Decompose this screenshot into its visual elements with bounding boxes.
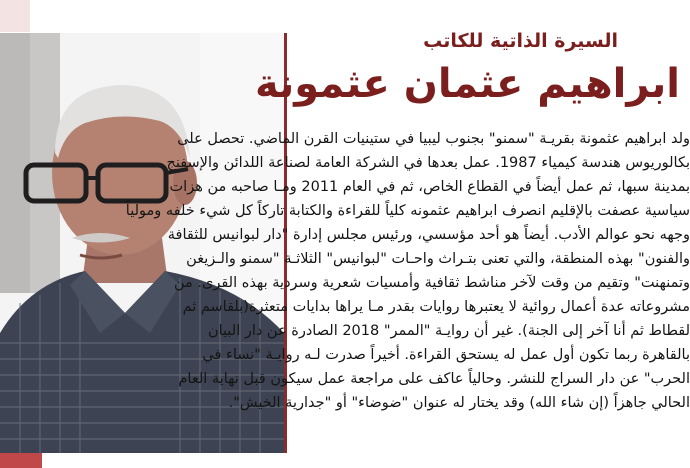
top-bar bbox=[0, 0, 680, 32]
bio-line: بالقاهرة ربما تكون أول عمل له يستحق القراءة. أخيراً صدرت لـه روايـة "نساء في bbox=[202, 347, 690, 363]
bio-line: سياسية عصفت بالإقليم انصرف ابراهيم عثمونه كلياً للقراءة والكتابة تاركاً كل شيء خلفه ومولياً bbox=[125, 203, 690, 219]
bio-line: مشروعاته عدة أعمال روائية لا يعتبرها روايات بقدر مـا يراها بدايات متعثرة(بلقاسم ثم bbox=[182, 299, 690, 315]
bio-line: وجهه نحو عوالم الأدب. أيضاً هو أحد مؤسسي، ورئيس مجلس إدارة "دار لبوانيس للثقافة bbox=[167, 227, 690, 243]
header-subtitle: السيرة الذاتية للكاتب bbox=[423, 30, 618, 52]
bio-line: الحالي جاهزاً (إن شاء الله) وقد يختار له عنوان "ضوضاء" أو "جدارية الخيش". bbox=[228, 395, 690, 411]
author-name-title: ابراهيم عثمان عثمونة bbox=[254, 61, 680, 107]
bio-line: الحرب" عن دار السراج للنشر. وحالياً عاكف على مراجعة عمل سيكون قبل نهاية العام bbox=[178, 371, 690, 387]
bio-line: ولد ابراهيم عثمونة بقريـة "سمنو" بجنوب ليبيا في ستينيات القرن الماضي. تحصل على bbox=[177, 131, 690, 147]
bio-line: والفنون" بهذه المنطقة، والتي تعنى بتـراث واحـات "لبوانيس" الثلاثـة "سمنو والـزيغن bbox=[186, 251, 690, 267]
red-accent-bar bbox=[0, 453, 42, 468]
bio-line: وتمنهنت" وتقيم من وقت لآخر مناشط ثقافية وأمسيات شعرية وسردية بهذه القرى. من bbox=[173, 275, 690, 291]
bio-line: لقطاط ثم أنا آخر إلى الجنة). غير أن روايـة "الممر" 2018 الصادرة عن دار البيان bbox=[207, 323, 690, 339]
top-left-tint bbox=[0, 0, 30, 32]
bio-line: بمدينة سبها، ثم عمل أيضاً في القطاع الخاص، ثم في العام 2011 ومـا صاحبه من هزات bbox=[169, 179, 690, 195]
biography-text bbox=[125, 128, 690, 466]
bio-line: بكالوريوس هندسة كيمياء 1987. عمل بعدها في الشركة العامة لصناعة اللدائن والإسفنج bbox=[166, 155, 690, 171]
